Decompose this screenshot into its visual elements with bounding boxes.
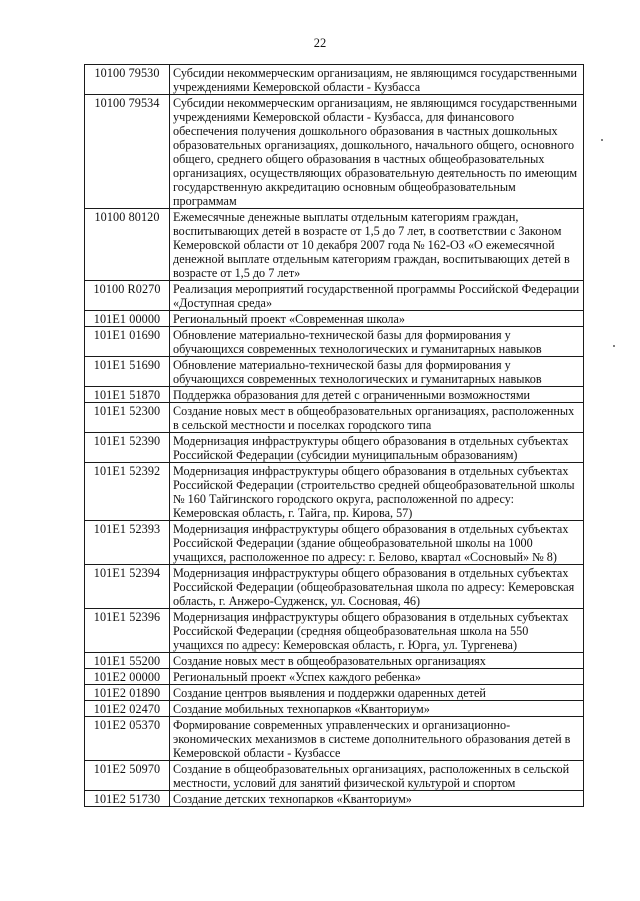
row-description: Поддержка образования для детей с ограниченными возможностями [170, 387, 584, 403]
row-description: Модернизация инфраструктуры общего образования в отдельных субъектах Российской Федерации (средняя общеобразовательная школа на 550 учащихся по адресу: Кемеровская область, г. Юрга, ул. Тургенева) [170, 609, 584, 653]
row-description: Реализация мероприятий государственной программы Российской Федерации «Доступная среда» [170, 281, 584, 311]
row-description: Модернизация инфраструктуры общего образования в отдельных субъектах Российской Федерации (строительство средней общеобразовательной школы № 160 Тайгинского городского округа, расположенной по адресу: Кемеровская область, г. Тайга, пр. Кирова, 57) [170, 463, 584, 521]
table-row [85, 403, 584, 433]
table-row [85, 209, 584, 281]
scan-speck [601, 139, 603, 141]
row-code: 10100 R0270 [85, 281, 170, 311]
row-code: 101E2 51730 [85, 791, 170, 807]
row-description: Субсидии некоммерческим организациям, не являющимся государственными учреждениями Кемеровской области - Кузбасса, для финансового обеспечения получения дошкольного образования в частных дошкольных образовательных организациях, дошкольного, начального общего, основного общего, среднего общего образования в частных общеобразовательных организациях, осуществляющих образовательную деятельность по имеющим государственную аккредитацию основным общеобразовательным программам [170, 95, 584, 209]
row-description: Обновление материально-технической базы для формирования у обучающихся современных технологических и гуманитарных навыков [170, 357, 584, 387]
row-code: 101E2 00000 [85, 669, 170, 685]
row-description: Региональный проект «Успех каждого ребенка» [170, 669, 584, 685]
table-row [85, 609, 584, 653]
row-description: Создание детских технопарков «Кванториум» [170, 791, 584, 807]
row-code: 101E1 01690 [85, 327, 170, 357]
table-row [85, 521, 584, 565]
row-description: Создание мобильных технопарков «Кванториум» [170, 701, 584, 717]
table-row [85, 565, 584, 609]
table-row [85, 685, 584, 701]
table-row [85, 387, 584, 403]
row-code: 101E1 52396 [85, 609, 170, 653]
row-code: 10100 80120 [85, 209, 170, 281]
row-code: 101E1 51690 [85, 357, 170, 387]
table-row [85, 653, 584, 669]
scan-speck [613, 345, 615, 347]
row-description: Создание новых мест в общеобразовательных организациях [170, 653, 584, 669]
row-description: Создание новых мест в общеобразовательных организациях, расположенных в сельской местности и поселках городского типа [170, 403, 584, 433]
row-code: 101E2 01890 [85, 685, 170, 701]
row-code: 101E2 50970 [85, 761, 170, 791]
row-code: 101E1 52390 [85, 433, 170, 463]
table-row [85, 311, 584, 327]
row-description: Обновление материально-технической базы для формирования у обучающихся современных технологических и гуманитарных навыков [170, 327, 584, 357]
row-description: Формирование современных управленческих и организационно-экономических механизмов в системе дополнительного образования детей в Кемеровской области - Кузбассе [170, 717, 584, 761]
row-description: Модернизация инфраструктуры общего образования в отдельных субъектах Российской Федерации (субсидии муниципальным образованиям) [170, 433, 584, 463]
row-code: 101E1 55200 [85, 653, 170, 669]
table-row [85, 717, 584, 761]
table-row [85, 281, 584, 311]
row-code: 101E1 52392 [85, 463, 170, 521]
row-code: 101E1 51870 [85, 387, 170, 403]
row-code: 10100 79530 [85, 65, 170, 95]
row-code: 101E2 02470 [85, 701, 170, 717]
table-row [85, 701, 584, 717]
row-description: Модернизация инфраструктуры общего образования в отдельных субъектах Российской Федерации (здание общеобразовательной школы на 1000 учащихся, расположенное по адресу: г. Белово, квартал «Сосновый» № 8) [170, 521, 584, 565]
table-row [85, 95, 584, 209]
row-code: 101E1 00000 [85, 311, 170, 327]
table-row [85, 327, 584, 357]
row-code: 101E1 52393 [85, 521, 170, 565]
table-row [85, 65, 584, 95]
table-row [85, 463, 584, 521]
row-description: Региональный проект «Современная школа» [170, 311, 584, 327]
row-description: Ежемесячные денежные выплаты отдельным категориям граждан, воспитывающих детей в возрасте от 1,5 до 7 лет, в соответствии с Законом Кемеровской области от 10 декабря 2007 года № 162-ОЗ «О ежемесячной денежной выплате отдельным категориям граждан, воспитывающих детей в возрасте от 1,5 до 7 лет» [170, 209, 584, 281]
row-code: 101E1 52394 [85, 565, 170, 609]
table-row [85, 761, 584, 791]
page-number: 22 [313, 36, 327, 50]
table-row [85, 791, 584, 807]
row-description: Создание центров выявления и поддержки одаренных детей [170, 685, 584, 701]
row-description: Модернизация инфраструктуры общего образования в отдельных субъектах Российской Федерации (общеобразовательная школа по адресу: Кемеровская область, г. Анжеро-Судженск, ул. Сосновая, 46) [170, 565, 584, 609]
row-description: Субсидии некоммерческим организациям, не являющимся государственными учреждениями Кемеровской области - Кузбасса [170, 65, 584, 95]
row-code: 101E2 05370 [85, 717, 170, 761]
table-row [85, 669, 584, 685]
row-code: 10100 79534 [85, 95, 170, 209]
table-row [85, 357, 584, 387]
row-code: 101E1 52300 [85, 403, 170, 433]
row-description: Создание в общеобразовательных организациях, расположенных в сельской местности, условий для занятий физической культурой и спортом [170, 761, 584, 791]
budget-classification-table [84, 64, 584, 807]
table-row [85, 433, 584, 463]
